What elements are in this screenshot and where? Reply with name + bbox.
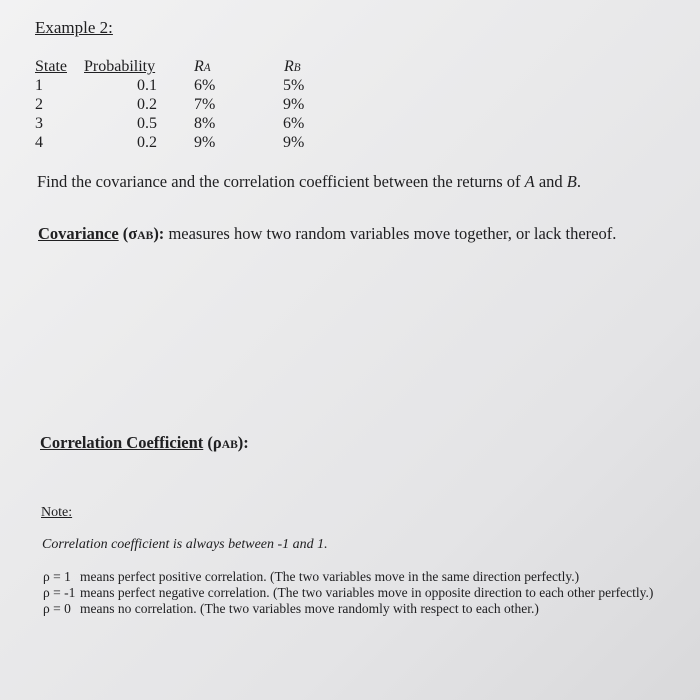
question-mid: and [534, 172, 567, 191]
correlation-symbol-sub: AB [221, 439, 238, 451]
header-return-a-sub: A [203, 62, 211, 74]
header-state: State [35, 58, 67, 75]
note-item [43, 601, 539, 617]
table-cell-return-b: 6% [283, 115, 305, 132]
table-cell-return-b: 9% [283, 96, 305, 113]
rho-description: means perfect positive correlation. (The two variables move in the same direction perfectly.) [80, 569, 580, 584]
table-cell-return-a: 9% [194, 134, 216, 151]
table-cell-return-a: 8% [194, 115, 216, 132]
correlation-heading [40, 433, 249, 453]
question-var-a: A [524, 172, 535, 191]
table-cell-state: 3 [35, 115, 43, 132]
table-cell-state: 4 [35, 134, 43, 151]
covariance-text: measures how two random variables move together, or lack thereof. [164, 224, 617, 243]
rho-symbol: ρ = 1 [43, 569, 71, 584]
table-cell-probability: 0.2 [137, 134, 157, 151]
covariance-term: Covariance [38, 224, 119, 243]
table-cell-return-b: 5% [283, 77, 305, 94]
note-text: Correlation coefficient is always between -1 and 1. [42, 537, 328, 552]
rho-description: means no correlation. (The two variables move randomly with respect to each other.) [80, 601, 539, 616]
header-probability: Probability [84, 58, 156, 75]
rho-symbol: ρ = 0 [43, 601, 71, 616]
question-var-b: B [566, 172, 577, 191]
covariance-symbol-close: ): [153, 224, 165, 243]
header-return-b-sub: B [293, 62, 301, 74]
note-item [43, 569, 579, 585]
table-cell-probability: 0.5 [137, 115, 157, 132]
question-text [37, 172, 581, 192]
rho-symbol: ρ = -1 [43, 585, 76, 600]
correlation-symbol-close: ): [237, 433, 249, 452]
table-cell-probability: 0.1 [137, 77, 157, 94]
header-return-b [284, 58, 301, 76]
table-cell-return-a: 6% [194, 77, 216, 94]
rho-description: means perfect negative correlation. (The two variables move in opposite direction to each other perfectly.) [80, 585, 654, 600]
covariance-symbol-sub: AB [137, 230, 154, 242]
table-cell-return-a: 7% [194, 96, 216, 113]
header-return-a [194, 58, 211, 76]
note-item [43, 585, 653, 601]
note-label: Note: [41, 505, 73, 520]
table-cell-state: 2 [35, 96, 43, 113]
question-post: . [576, 172, 582, 191]
table-cell-probability: 0.2 [137, 96, 157, 113]
example-title: Example 2: [35, 18, 113, 37]
covariance-definition [38, 224, 616, 244]
header-return-a-r: R [194, 58, 204, 75]
correlation-term: Correlation Coefficient [40, 433, 204, 452]
header-return-b-r: R [284, 58, 294, 75]
correlation-symbol-open: (ρ [203, 433, 222, 452]
table-cell-state: 1 [35, 77, 43, 94]
question-pre: Find the covariance and the correlation coefficient between the returns of [37, 172, 525, 191]
covariance-symbol-open: (σ [118, 224, 138, 243]
table-cell-return-b: 9% [283, 134, 305, 151]
